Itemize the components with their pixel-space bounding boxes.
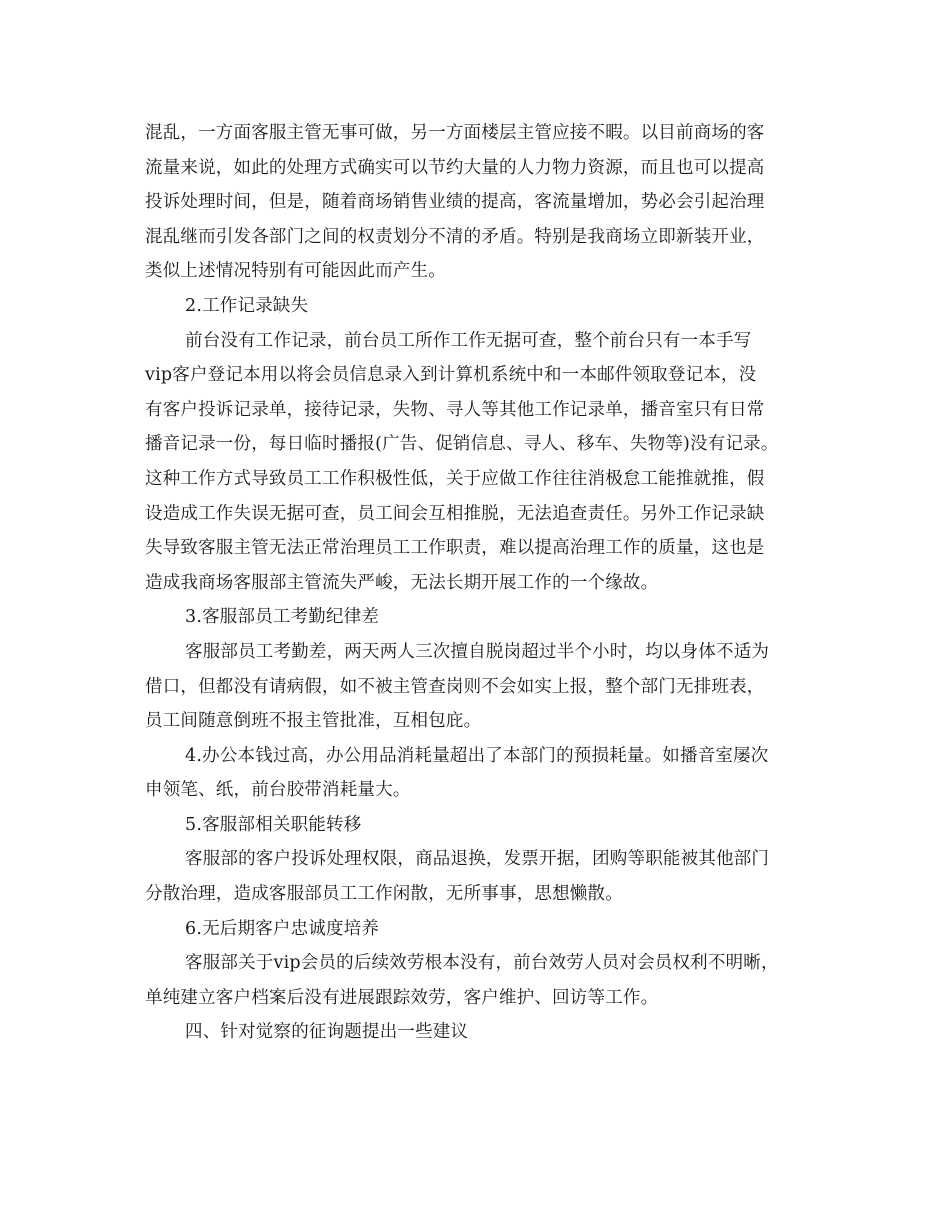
text-line: 客服部关于vip会员的后续效劳根本没有，前台效劳人员对会员权利不明晰， (185, 953, 779, 974)
text-line: 6.无后期客户忠诚度培养 (185, 918, 380, 939)
text-line: 申领笔、纸，前台胶带消耗量大。 (145, 780, 411, 801)
text-line: 3.客服部员工考勤纪律差 (185, 607, 380, 628)
text-line: 客服部员工考勤差，两天两人三次擅自脱岗超过半个小时，均以身体不适为 (185, 641, 770, 662)
text-line: 有客户投诉记录单，接待记录，失物、寻人等其他工作记录单，播音室只有日常 (145, 399, 765, 420)
text-line: 单纯建立客户档案后没有进展跟踪效劳，客户维护、回访等工作。 (145, 987, 659, 1008)
text-line: 2.工作记录缺失 (185, 295, 309, 316)
text-line: 4.办公本钱过高，办公用品消耗量超出了本部门的预损耗量。如播音室屡次 (185, 745, 769, 766)
text-line: 类似上述情况特别有可能因此而产生。 (145, 261, 446, 282)
text-line: 员工间随意倒班不报主管批准，互相包庇。 (145, 711, 482, 732)
text-line: 设造成工作失误无据可查，员工间会互相推脱，无法追查责任。另外工作记录缺 (145, 503, 765, 524)
text-line: 这种工作方式导致员工工作积极性低，关于应做工作往往消极怠工能推就推，假 (145, 468, 765, 489)
document-body (145, 116, 810, 1050)
text-line: 造成我商场客服部主管流失严峻，无法长期开展工作的一个缘故。 (145, 572, 659, 593)
text-line: 混乱，一方面客服主管无事可做，另一方面楼层主管应接不暇。以目前商场的客 (145, 123, 765, 143)
text-line: 客服部的客户投诉处理权限，商品退换，发票开据，团购等职能被其他部门 (185, 849, 770, 870)
text-line: 借口，但都没有请病假，如不被主管查岗则不会如实上报，整个部门无排班表， (145, 676, 765, 697)
text-line: 播音记录一份，每日临时播报(广告、促销信息、寻人、移车、失物等)没有记录。 (145, 434, 779, 455)
text-line: 分散治理，造成客服部员工工作闲散，无所事事，思想懒散。 (145, 884, 623, 905)
text-line: 四、针对觉察的征询题提出一些建议 (185, 1022, 469, 1043)
text-line: 失导致客服主管无法正常治理员工工作职责，难以提高治理工作的质量，这也是 (145, 538, 765, 559)
text-line: 前台没有工作记录，前台员工所作工作无据可查，整个前台只有一本手写 (185, 330, 752, 351)
text-line: 流量来说，如此的处理方式确实可以节约大量的人力物力资源，而且也可以提高 (145, 157, 765, 178)
text-line: 混乱继而引发各部门之间的权责划分不清的矛盾。特别是我商场立即新装开业， (145, 226, 765, 247)
text-line: 投诉处理时间，但是，随着商场销售业绩的提高，客流量增加，势必会引起治理 (145, 192, 765, 213)
text-line: 5.客服部相关职能转移 (185, 814, 362, 835)
text-line: vip客户登记本用以将会员信息录入到计算机系统中和一本邮件领取登记本，没 (145, 365, 757, 386)
